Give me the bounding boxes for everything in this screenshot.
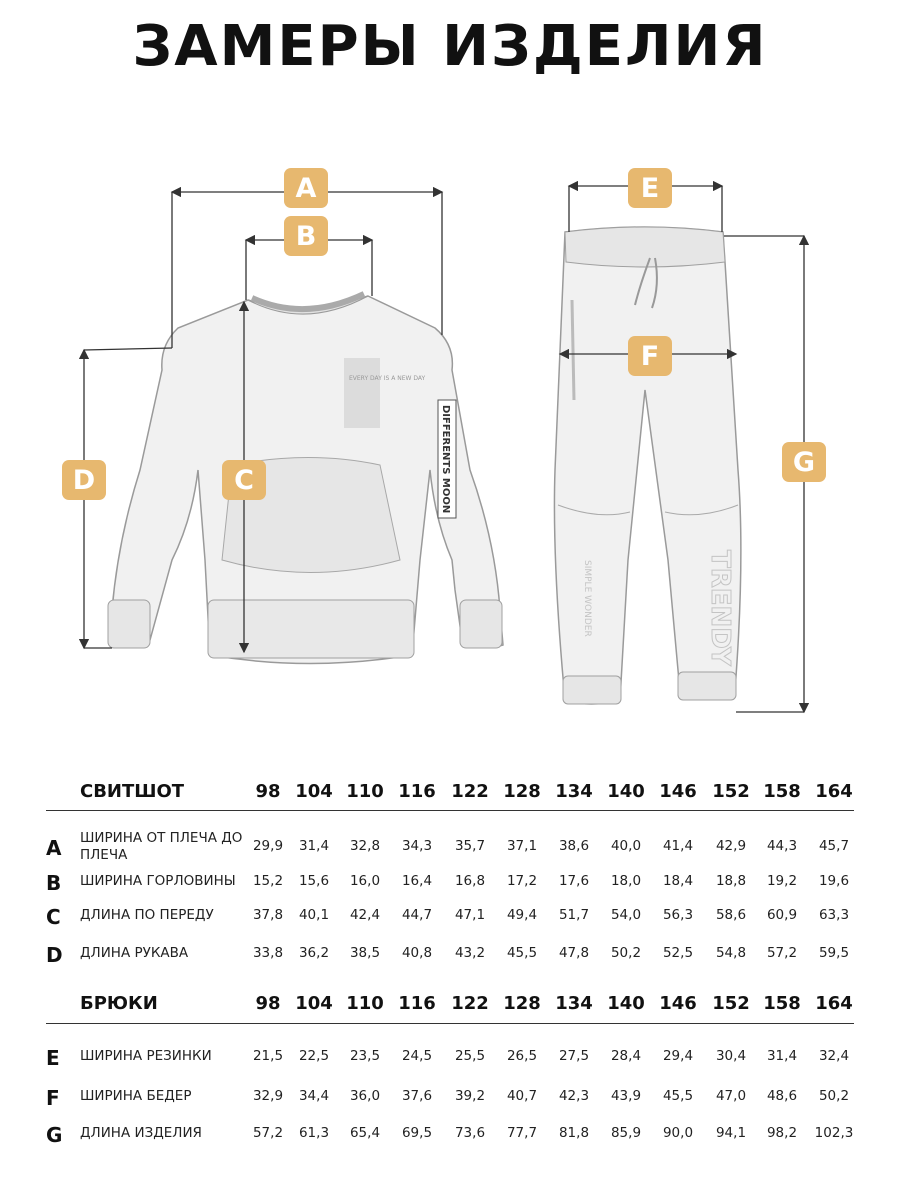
sweatshirt-cell: 44,7 bbox=[401, 907, 433, 923]
pants-cell: 31,4 bbox=[766, 1048, 798, 1064]
sweatshirt-cell: 45,5 bbox=[506, 945, 538, 961]
pants-cell: 24,5 bbox=[401, 1048, 433, 1064]
pants-row-letter: F bbox=[46, 1086, 60, 1110]
sweatshirt-cell: 47,1 bbox=[454, 907, 486, 923]
sweatshirt-cell: 52,5 bbox=[662, 945, 694, 961]
sweatshirt-cell: 33,8 bbox=[252, 945, 284, 961]
pants-drawing bbox=[554, 227, 740, 704]
pants-size-header: 104 bbox=[295, 993, 333, 1014]
pants-cell: 37,6 bbox=[401, 1088, 433, 1104]
pants-cell: 26,5 bbox=[506, 1048, 538, 1064]
pants-row-letter: G bbox=[46, 1123, 63, 1147]
pants-cell: 28,4 bbox=[610, 1048, 642, 1064]
pants-cell: 69,5 bbox=[401, 1125, 433, 1141]
sweatshirt-cell: 37,1 bbox=[506, 838, 538, 854]
sweatshirt-row-letter: D bbox=[46, 943, 63, 967]
sweatshirt-cell: 57,2 bbox=[766, 945, 798, 961]
sweatshirt-cell: 47,8 bbox=[558, 945, 590, 961]
sweatshirt-size-header: 164 bbox=[815, 781, 853, 802]
pants-cell: 27,5 bbox=[558, 1048, 590, 1064]
sweatshirt-print-block: EVERY DAY IS A NEW DAY bbox=[349, 375, 426, 382]
sweatshirt-cell: 31,4 bbox=[298, 838, 330, 854]
pants-cell: 98,2 bbox=[766, 1125, 798, 1141]
badge-d: D bbox=[62, 460, 106, 500]
pants-divider bbox=[46, 1023, 854, 1024]
badge-b: B bbox=[284, 216, 328, 256]
sweatshirt-cell: 38,5 bbox=[349, 945, 381, 961]
pants-cell: 85,9 bbox=[610, 1125, 642, 1141]
sweatshirt-size-header: 122 bbox=[451, 781, 489, 802]
sweatshirt-size-header: 146 bbox=[659, 781, 697, 802]
sweatshirt-cell: 60,9 bbox=[766, 907, 798, 923]
page-title: ЗАМЕРЫ ИЗДЕЛИЯ bbox=[132, 14, 768, 79]
sweatshirt-cell: 45,7 bbox=[818, 838, 850, 854]
pants-size-header: 152 bbox=[712, 993, 750, 1014]
pants-cell: 73,6 bbox=[454, 1125, 486, 1141]
sweatshirt-size-header: 134 bbox=[555, 781, 593, 802]
sweatshirt-cell: 16,8 bbox=[454, 873, 486, 889]
pants-row-label: ШИРИНА РЕЗИНКИ bbox=[80, 1048, 212, 1064]
pants-cell: 61,3 bbox=[298, 1125, 330, 1141]
pants-side-print: SIMPLE WONDER bbox=[582, 560, 592, 637]
sweatshirt-size-header: 128 bbox=[503, 781, 541, 802]
garment-illustration bbox=[0, 150, 900, 730]
pants-size-header: 128 bbox=[503, 993, 541, 1014]
sweatshirt-size-header: 110 bbox=[346, 781, 384, 802]
badge-g: G bbox=[782, 442, 826, 482]
sweatshirt-size-header: 104 bbox=[295, 781, 333, 802]
sweatshirt-divider bbox=[46, 810, 854, 811]
pants-cell: 81,8 bbox=[558, 1125, 590, 1141]
sweatshirt-cell: 43,2 bbox=[454, 945, 486, 961]
sweatshirt-cell: 40,0 bbox=[610, 838, 642, 854]
badge-f: F bbox=[628, 336, 672, 376]
pants-cell: 34,4 bbox=[298, 1088, 330, 1104]
sweatshirt-cell: 19,2 bbox=[766, 873, 798, 889]
sweatshirt-cell: 15,2 bbox=[252, 873, 284, 889]
pants-cell: 90,0 bbox=[662, 1125, 694, 1141]
sweatshirt-cell: 40,8 bbox=[401, 945, 433, 961]
pants-row-letter: E bbox=[46, 1046, 60, 1070]
sweatshirt-cell: 54,8 bbox=[715, 945, 747, 961]
sweatshirt-row-letter: B bbox=[46, 871, 62, 895]
sweatshirt-row-letter: C bbox=[46, 905, 61, 929]
pants-cell: 50,2 bbox=[818, 1088, 850, 1104]
pants-size-header: 122 bbox=[451, 993, 489, 1014]
pants-cell: 25,5 bbox=[454, 1048, 486, 1064]
pants-size-header: 146 bbox=[659, 993, 697, 1014]
sweatshirt-cell: 51,7 bbox=[558, 907, 590, 923]
pants-cell: 102,3 bbox=[814, 1125, 854, 1141]
sweatshirt-cell: 63,3 bbox=[818, 907, 850, 923]
sweatshirt-size-header: 98 bbox=[255, 781, 281, 802]
sweatshirt-cell: 38,6 bbox=[558, 838, 590, 854]
pants-cell: 47,0 bbox=[715, 1088, 747, 1104]
pants-cell: 36,0 bbox=[349, 1088, 381, 1104]
sweatshirt-cell: 42,9 bbox=[715, 838, 747, 854]
sweatshirt-cell: 15,6 bbox=[298, 873, 330, 889]
sweatshirt-cell: 17,6 bbox=[558, 873, 590, 889]
pants-size-header: 110 bbox=[346, 993, 384, 1014]
pants-size-header: 164 bbox=[815, 993, 853, 1014]
badge-e: E bbox=[628, 168, 672, 208]
sweatshirt-row-label: ШИРИНА ОТ ПЛЕЧА ДО ПЛЕЧА bbox=[80, 830, 243, 863]
pants-cell: 48,6 bbox=[766, 1088, 798, 1104]
pants-cell: 30,4 bbox=[715, 1048, 747, 1064]
sweatshirt-size-header: 152 bbox=[712, 781, 750, 802]
pants-cell: 23,5 bbox=[349, 1048, 381, 1064]
sweatshirt-cell: 29,9 bbox=[252, 838, 284, 854]
pants-cell: 22,5 bbox=[298, 1048, 330, 1064]
sweatshirt-cell: 18,4 bbox=[662, 873, 694, 889]
pants-cell: 77,7 bbox=[506, 1125, 538, 1141]
pants-cell: 43,9 bbox=[610, 1088, 642, 1104]
pants-cell: 21,5 bbox=[252, 1048, 284, 1064]
pants-cell: 40,7 bbox=[506, 1088, 538, 1104]
pants-cell: 42,3 bbox=[558, 1088, 590, 1104]
sweatshirt-cell: 59,5 bbox=[818, 945, 850, 961]
pants-row-label: ШИРИНА БЕДЕР bbox=[80, 1088, 192, 1104]
pants-cell: 57,2 bbox=[252, 1125, 284, 1141]
pants-cell: 65,4 bbox=[349, 1125, 381, 1141]
sweatshirt-cell: 17,2 bbox=[506, 873, 538, 889]
sweatshirt-cell: 37,8 bbox=[252, 907, 284, 923]
sweatshirt-sleeve-print: DIFFERENTS MOON bbox=[440, 405, 451, 514]
pants-cell: 94,1 bbox=[715, 1125, 747, 1141]
pants-cell: 32,9 bbox=[252, 1088, 284, 1104]
pants-size-header: 158 bbox=[763, 993, 801, 1014]
pants-heading: БРЮКИ bbox=[80, 993, 158, 1014]
sweatshirt-size-header: 140 bbox=[607, 781, 645, 802]
sweatshirt-cell: 54,0 bbox=[610, 907, 642, 923]
sweatshirt-drawing bbox=[108, 294, 503, 664]
sweatshirt-cell: 18,8 bbox=[715, 873, 747, 889]
sweatshirt-row-label: ШИРИНА ГОРЛОВИНЫ bbox=[80, 873, 236, 889]
pants-cell: 32,4 bbox=[818, 1048, 850, 1064]
sweatshirt-cell: 42,4 bbox=[349, 907, 381, 923]
sweatshirt-cell: 36,2 bbox=[298, 945, 330, 961]
sweatshirt-cell: 49,4 bbox=[506, 907, 538, 923]
pants-cell: 29,4 bbox=[662, 1048, 694, 1064]
sweatshirt-cell: 18,0 bbox=[610, 873, 642, 889]
badge-c: C bbox=[222, 460, 266, 500]
badge-a: A bbox=[284, 168, 328, 208]
sweatshirt-row-label: ДЛИНА ПО ПЕРЕДУ bbox=[80, 907, 214, 923]
sweatshirt-cell: 32,8 bbox=[349, 838, 381, 854]
sweatshirt-cell: 56,3 bbox=[662, 907, 694, 923]
pants-size-header: 140 bbox=[607, 993, 645, 1014]
pants-row-label: ДЛИНА ИЗДЕЛИЯ bbox=[80, 1125, 202, 1141]
pants-size-header: 98 bbox=[255, 993, 281, 1014]
sweatshirt-cell: 50,2 bbox=[610, 945, 642, 961]
sweatshirt-row-label: ДЛИНА РУКАВА bbox=[80, 945, 189, 961]
sweatshirt-cell: 41,4 bbox=[662, 838, 694, 854]
sweatshirt-cell: 40,1 bbox=[298, 907, 330, 923]
sweatshirt-heading: СВИТШОТ bbox=[80, 781, 185, 802]
pants-size-header: 116 bbox=[398, 993, 436, 1014]
pants-cell: 39,2 bbox=[454, 1088, 486, 1104]
sweatshirt-cell: 34,3 bbox=[401, 838, 433, 854]
sweatshirt-size-header: 158 bbox=[763, 781, 801, 802]
sweatshirt-cell: 44,3 bbox=[766, 838, 798, 854]
sweatshirt-cell: 16,4 bbox=[401, 873, 433, 889]
sweatshirt-cell: 58,6 bbox=[715, 907, 747, 923]
sweatshirt-cell: 16,0 bbox=[349, 873, 381, 889]
pants-cell: 45,5 bbox=[662, 1088, 694, 1104]
pants-leg-print: TRENDY bbox=[705, 550, 735, 666]
pants-size-header: 134 bbox=[555, 993, 593, 1014]
sweatshirt-cell: 35,7 bbox=[454, 838, 486, 854]
sweatshirt-row-letter: A bbox=[46, 836, 62, 860]
sweatshirt-size-header: 116 bbox=[398, 781, 436, 802]
sweatshirt-cell: 19,6 bbox=[818, 873, 850, 889]
